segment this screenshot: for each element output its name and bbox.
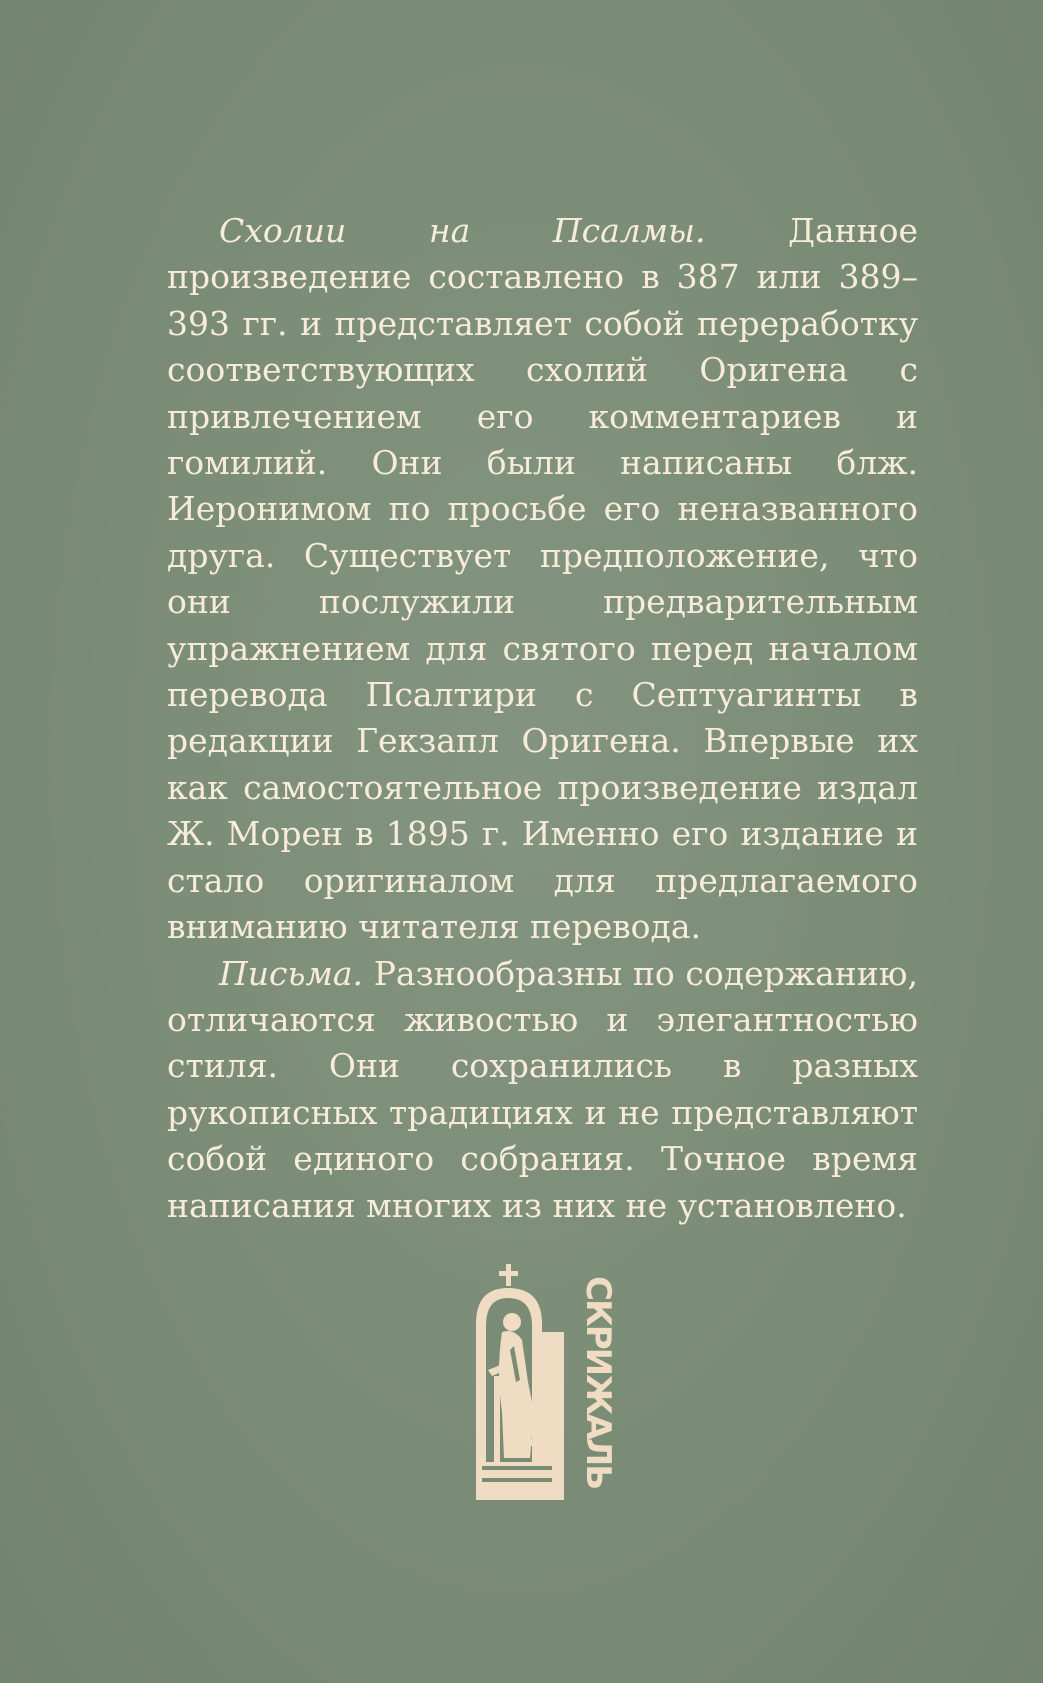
paragraph-body: Данное произведение составлено в 387 или 389–393 гг. и представляет собой переработку соответствующих схолий Оригена с привлечением его комментариев и гомилий. Они были написаны блж. Иеронимом по просьбе его неназванного друга. Существует предположение, что они послужили предварительным упражнением для святого перед началом перевода Псалтири с Септуагинты в редакции Гекзапл Оригена. Впервые их как самостоятельное произведение издал Ж. Морен в 1895 г. Именно его издание и стало оригиналом для предлагаемого вниманию читателя перевода.	[167, 211, 918, 947]
paragraph-lead: Схолии на Псалмы.	[219, 211, 706, 250]
paragraph-scholia	[167, 208, 918, 951]
paragraph-body: Разнообразны по содержанию, отличаются живостью и элегантностью стиля. Они сохранились в разных рукописных традициях и не представляют собой единого собрания. Точное время написания многих из них не установлено.	[167, 953, 918, 1225]
publisher-logo-lettering: СКРИЖАЛЬ	[578, 1275, 618, 1489]
paragraph-lead: Письма.	[219, 953, 364, 993]
annotation-text	[167, 208, 918, 1229]
paragraph-letters	[167, 951, 918, 1229]
